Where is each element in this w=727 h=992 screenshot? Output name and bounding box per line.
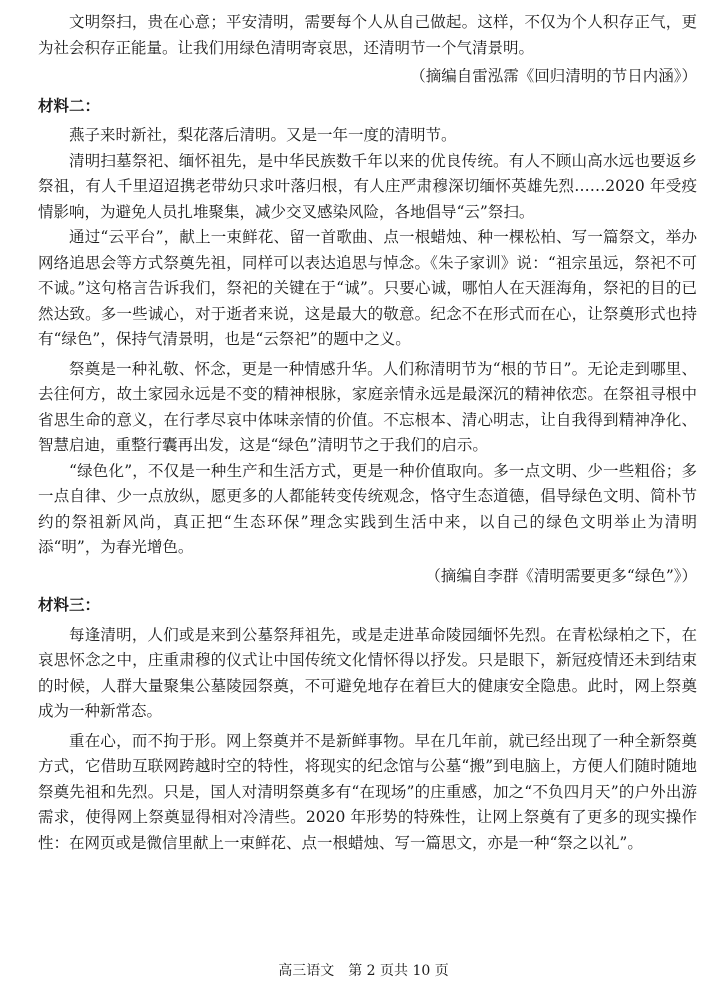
paragraph: 每逢清明，人们或是来到公墓祭拜祖先，或是走进革命陵园缅怀先烈。在青松绿柏之下，在哀思怀念之中，庄重肃穆的仪式让中国传统文化情怀得以抒发。只是眼下，新冠疫情还未到结束的时候，人群大量聚集公墓陵园祭奠，不可避免地存在着巨大的健康安全隐患。此时，网上祭奠成为一种新常态。 [38,625,697,720]
source-citation: （摘编自李群《清明需要更多“绿色”》） [425,566,697,585]
paragraph: 重在心，而不拘于形。网上祭奠并不是新鲜事物。早在几年前，就已经出现了一种全新祭奠方式，它借助互联网跨越时空的特性，将现实的纪念馆与公墓“搬”到电脑上，方便人们随时随地祭奠先祖和先烈。只是，国人对清明祭奠多有“在现场”的庄重感，加之“不负四月天”的户外出游需求，使得网上祭奠显得相对冷清些。2020 年形势的特殊性，让网上祭奠有了更多的现实操作性：在网页或是微信里献上一束鲜花、点一根蜡烛、写一篇思文，亦是一种“祭之以礼”。 [38,731,697,852]
paragraph: “绿色化”，不仅是一种生产和生活方式，更是一种价值取向。多一点文明、少一些粗俗；多一点自律、少一点放纵，愿更多的人都能转变传统观念，恪守生态道德，倡导绿色文明、简朴节约的祭祖新风尚，真正把“生态环保”理念实践到生活中来，以自己的绿色文明举止为清明添“明”，为春光增色。 [38,461,697,556]
page-footer: 高三语文 第 2 页共 10 页 [278,963,449,979]
paragraph: 祭奠是一种礼敬、怀念，更是一种情感升华。人们称清明节为“根的节日”。无论走到哪里、去往何方，故土家园永远是不变的精神根脉，家庭亲情永远是最深沉的精神依恋。在祭祖寻根中省思生命的意义，在行孝尽哀中体味亲情的价值。不忘根本、清心明志，让自我得到精神净化、智慧启迪，重整行囊再出发，这是“绿色”清明节之于我们的启示。 [38,359,697,454]
paragraph: 燕子来时新社，梨花落后清明。又是一年一度的清明节。 [69,126,457,144]
paragraph: 清明扫墓祭祀、缅怀祖先，是中华民族数千年以来的优良传统。有人不顾山高水远也要返乡祭祖，有人千里迢迢携老带幼只求叶落归根，有人庄严肃穆深切缅怀英雄先烈……2020 年受疫情影响，为避免人员扎堆聚集，减少交叉感染风险，各地倡导“云”祭扫。 [38,151,697,221]
paragraph: 通过“云平台”，献上一束鲜花、留一首歌曲、点一根蜡烛、种一棵松柏、写一篇祭文，举办网络追思会等方式祭奠先祖，同样可以表达追思与悼念。《朱子家训》说：“祖宗虽远，祭祀不可不诚。”这句格言告诉我们，祭祀的关键在于“诚”。只要心诚，哪怕人在天涯海角，祭祀的目的已然达致。多一些诚心，对于逝者来说，这是最大的敬意。纪念不在形式而在心，让祭奠形式也持有“绿色”，保持气清景明，也是“云祭祀”的题中之义。 [38,228,697,348]
section-heading: 材料二： [38,96,101,115]
source-citation: （摘编自雷泓霈《回归清明的节日内涵》） [410,67,697,85]
paragraph: 文明祭扫，贵在心意；平安清明，需要每个人从自己做起。这样，不仅为个人积存正气，更为社会积存正能量。让我们用绿色清明寄哀思，还清明节一个气清景明。 [38,13,697,57]
section-heading: 材料三： [38,596,101,614]
